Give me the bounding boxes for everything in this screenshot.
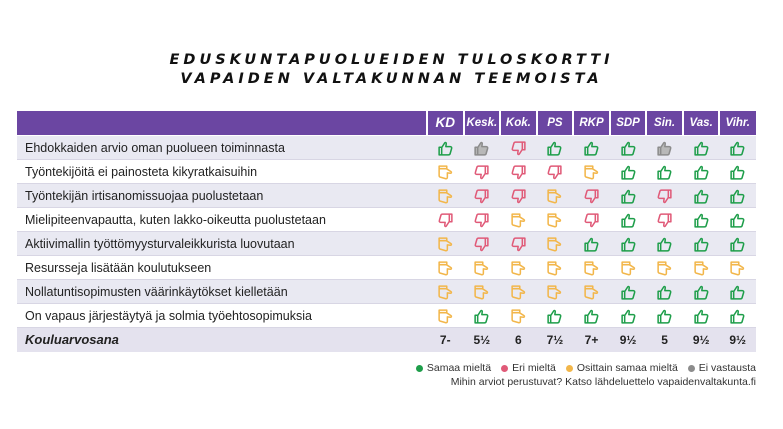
agree-thumb-icon bbox=[729, 284, 746, 301]
agree-thumb-icon bbox=[583, 236, 600, 253]
rating-cell bbox=[684, 256, 718, 280]
legend-label: Eri mieltä bbox=[512, 362, 556, 374]
agree-thumb-icon bbox=[656, 284, 673, 301]
table-row bbox=[17, 256, 756, 280]
table-row bbox=[17, 208, 756, 232]
rating-cell bbox=[538, 136, 572, 160]
row-label: Työntekijöitä ei painosteta kikyratkaisuihin bbox=[25, 165, 258, 179]
grade-value: 7- bbox=[439, 333, 451, 347]
agree-thumb-icon bbox=[546, 308, 563, 325]
partial-thumb-icon bbox=[546, 236, 563, 253]
agree-thumb-icon bbox=[620, 212, 637, 229]
agree-thumb-icon bbox=[620, 308, 637, 325]
legend-dot-icon bbox=[416, 365, 423, 372]
agree-thumb-icon bbox=[729, 140, 746, 157]
party-header: Vihr. bbox=[725, 117, 750, 129]
grade-cell bbox=[684, 328, 718, 352]
rating-cell bbox=[575, 256, 609, 280]
rating-cell bbox=[575, 208, 609, 232]
agree-thumb-icon bbox=[693, 212, 710, 229]
grade-value: 5½ bbox=[473, 333, 491, 347]
rating-cell bbox=[721, 280, 755, 304]
partial-thumb-icon bbox=[546, 284, 563, 301]
agree-thumb-icon bbox=[693, 164, 710, 181]
partial-thumb-icon bbox=[546, 212, 563, 229]
partial-thumb-icon bbox=[583, 164, 600, 181]
agree-thumb-icon bbox=[729, 188, 746, 205]
rating-cell bbox=[428, 304, 462, 328]
disagree-thumb-icon bbox=[656, 212, 673, 229]
party-header: SDP bbox=[616, 117, 640, 129]
partial-thumb-icon bbox=[620, 260, 637, 277]
rating-cell bbox=[428, 208, 462, 232]
partial-thumb-icon bbox=[510, 212, 527, 229]
partial-thumb-icon bbox=[473, 284, 490, 301]
agree-thumb-icon bbox=[620, 284, 637, 301]
disagree-thumb-icon bbox=[583, 188, 600, 205]
grade-cell bbox=[611, 328, 645, 352]
party-header: Kok. bbox=[505, 117, 531, 129]
agree-thumb-icon bbox=[729, 236, 746, 253]
disagree-thumb-icon bbox=[437, 212, 454, 229]
rating-cell bbox=[575, 136, 609, 160]
rating-cell bbox=[538, 208, 572, 232]
grade-cell bbox=[648, 328, 682, 352]
rating-cell bbox=[611, 208, 645, 232]
partial-thumb-icon bbox=[437, 236, 454, 253]
rating-cell bbox=[538, 256, 572, 280]
grade-cell bbox=[465, 328, 499, 352]
rating-cell bbox=[465, 208, 499, 232]
none-thumb-icon bbox=[656, 140, 673, 157]
rating-cell bbox=[428, 280, 462, 304]
party-header: RKP bbox=[579, 117, 604, 129]
rating-cell bbox=[721, 208, 755, 232]
disagree-thumb-icon bbox=[510, 236, 527, 253]
rating-cell bbox=[428, 160, 462, 184]
disagree-thumb-icon bbox=[583, 212, 600, 229]
row-label: Mielipiteenvapautta, kuten lakko-oikeutta puolustetaan bbox=[25, 213, 326, 227]
agree-thumb-icon bbox=[729, 308, 746, 325]
agree-thumb-icon bbox=[656, 236, 673, 253]
partial-thumb-icon bbox=[473, 260, 490, 277]
partial-thumb-icon bbox=[437, 188, 454, 205]
row-label: On vapaus järjestäytyä ja solmia työehtosopimuksia bbox=[25, 309, 312, 323]
rating-cell bbox=[684, 280, 718, 304]
rating-cell bbox=[684, 208, 718, 232]
grade-value: 6 bbox=[515, 333, 522, 347]
partial-thumb-icon bbox=[583, 284, 600, 301]
rating-cell bbox=[538, 280, 572, 304]
rating-cell bbox=[465, 160, 499, 184]
partial-thumb-icon bbox=[583, 260, 600, 277]
rating-cell bbox=[684, 304, 718, 328]
party-header: Kesk. bbox=[466, 117, 498, 129]
row-label: Nollatuntisopimusten väärinkäytökset kielletään bbox=[25, 285, 288, 299]
partial-thumb-icon bbox=[437, 260, 454, 277]
grade-cell bbox=[721, 328, 755, 352]
agree-thumb-icon bbox=[693, 308, 710, 325]
grade-cell bbox=[501, 328, 535, 352]
legend-item bbox=[688, 362, 756, 374]
rating-cell bbox=[611, 256, 645, 280]
rating-cell bbox=[428, 256, 462, 280]
rating-cell bbox=[501, 184, 535, 208]
rating-cell bbox=[684, 184, 718, 208]
rating-cell bbox=[648, 160, 682, 184]
grade-value: 9½ bbox=[692, 333, 710, 347]
partial-thumb-icon bbox=[510, 308, 527, 325]
legend-dot-icon bbox=[688, 365, 695, 372]
grade-value: 7+ bbox=[584, 333, 599, 347]
rating-cell bbox=[648, 232, 682, 256]
rating-cell bbox=[721, 160, 755, 184]
partial-thumb-icon bbox=[437, 164, 454, 181]
row-label: Työntekijän irtisanomissuojaa puolustetaan bbox=[25, 189, 264, 203]
legend-item bbox=[416, 362, 491, 374]
agree-thumb-icon bbox=[693, 236, 710, 253]
grade-value: 9½ bbox=[619, 333, 637, 347]
table-row bbox=[17, 184, 756, 208]
agree-thumb-icon bbox=[473, 308, 490, 325]
partial-thumb-icon bbox=[437, 308, 454, 325]
rating-cell bbox=[721, 184, 755, 208]
party-header: PS bbox=[547, 117, 563, 129]
partial-thumb-icon bbox=[729, 260, 746, 277]
disagree-thumb-icon bbox=[656, 188, 673, 205]
legend-item bbox=[501, 362, 556, 374]
grade-value: 7½ bbox=[546, 333, 564, 347]
agree-thumb-icon bbox=[620, 164, 637, 181]
rating-cell bbox=[465, 280, 499, 304]
disagree-thumb-icon bbox=[510, 188, 527, 205]
rating-cell bbox=[428, 136, 462, 160]
party-header: KD bbox=[435, 115, 456, 130]
agree-thumb-icon bbox=[620, 140, 637, 157]
rating-cell bbox=[575, 280, 609, 304]
disagree-thumb-icon bbox=[510, 164, 527, 181]
rating-cell bbox=[501, 208, 535, 232]
legend-label: Osittain samaa mieltä bbox=[576, 362, 678, 374]
rating-cell bbox=[611, 184, 645, 208]
disagree-thumb-icon bbox=[510, 140, 527, 157]
rating-cell bbox=[538, 304, 572, 328]
agree-thumb-icon bbox=[437, 140, 454, 157]
table-header bbox=[17, 111, 756, 135]
rating-cell bbox=[684, 136, 718, 160]
rating-cell bbox=[684, 232, 718, 256]
rating-cell bbox=[501, 304, 535, 328]
rating-cell bbox=[501, 256, 535, 280]
grade-row bbox=[17, 328, 756, 352]
rating-cell bbox=[465, 136, 499, 160]
legend-label: Samaa mieltä bbox=[426, 362, 492, 374]
source-note: Mihin arviot perustuvat? Katso lähdeluettelo vapaidenvaltakunta.fi bbox=[450, 376, 756, 388]
rating-cell bbox=[721, 136, 755, 160]
rating-cell bbox=[501, 160, 535, 184]
disagree-thumb-icon bbox=[546, 164, 563, 181]
agree-thumb-icon bbox=[546, 140, 563, 157]
partial-thumb-icon bbox=[510, 284, 527, 301]
rating-cell bbox=[538, 184, 572, 208]
rating-cell bbox=[611, 136, 645, 160]
disagree-thumb-icon bbox=[473, 164, 490, 181]
rating-cell bbox=[538, 232, 572, 256]
agree-thumb-icon bbox=[656, 164, 673, 181]
rating-cell bbox=[465, 304, 499, 328]
agree-thumb-icon bbox=[693, 140, 710, 157]
partial-thumb-icon bbox=[510, 260, 527, 277]
rating-cell bbox=[575, 232, 609, 256]
legend-item bbox=[566, 362, 678, 374]
rating-cell bbox=[465, 232, 499, 256]
rating-cell bbox=[501, 136, 535, 160]
rating-cell bbox=[721, 256, 755, 280]
legend bbox=[416, 362, 756, 374]
rating-cell bbox=[611, 232, 645, 256]
agree-thumb-icon bbox=[729, 212, 746, 229]
rating-cell bbox=[428, 184, 462, 208]
agree-thumb-icon bbox=[620, 236, 637, 253]
grade-value: 9½ bbox=[729, 333, 747, 347]
partial-thumb-icon bbox=[546, 260, 563, 277]
row-label: Resursseja lisätään koulutukseen bbox=[25, 261, 212, 275]
rating-cell bbox=[428, 232, 462, 256]
disagree-thumb-icon bbox=[473, 236, 490, 253]
rating-cell bbox=[465, 256, 499, 280]
rating-cell bbox=[501, 280, 535, 304]
grade-cell bbox=[538, 328, 572, 352]
rating-cell bbox=[721, 232, 755, 256]
rating-cell bbox=[501, 232, 535, 256]
grade-value: 5 bbox=[661, 333, 668, 347]
rating-cell bbox=[721, 304, 755, 328]
rating-cell bbox=[611, 280, 645, 304]
rating-cell bbox=[648, 256, 682, 280]
partial-thumb-icon bbox=[437, 284, 454, 301]
table-row bbox=[17, 136, 756, 160]
rating-cell bbox=[465, 184, 499, 208]
partial-thumb-icon bbox=[656, 260, 673, 277]
rating-cell bbox=[611, 304, 645, 328]
legend-label: Ei vastausta bbox=[698, 362, 756, 374]
disagree-thumb-icon bbox=[473, 188, 490, 205]
table-row bbox=[17, 160, 756, 184]
table-row bbox=[17, 304, 756, 328]
party-header: Vas. bbox=[689, 117, 713, 129]
rating-cell bbox=[648, 280, 682, 304]
agree-thumb-icon bbox=[620, 188, 637, 205]
agree-thumb-icon bbox=[693, 284, 710, 301]
chart-title-line-1: EDUSKUNTAPUOLUEIDEN TULOSKORTTI bbox=[169, 52, 614, 68]
rating-cell bbox=[538, 160, 572, 184]
rating-cell bbox=[684, 160, 718, 184]
none-thumb-icon bbox=[473, 140, 490, 157]
grade-label: Kouluarvosana bbox=[25, 332, 119, 347]
row-label: Ehdokkaiden arvio oman puolueen toiminnasta bbox=[25, 141, 285, 155]
rating-cell bbox=[648, 184, 682, 208]
rating-cell bbox=[575, 184, 609, 208]
rating-cell bbox=[648, 304, 682, 328]
party-header: Sin. bbox=[654, 117, 676, 129]
partial-thumb-icon bbox=[546, 188, 563, 205]
grade-cell bbox=[428, 328, 462, 352]
rating-cell bbox=[648, 136, 682, 160]
legend-dot-icon bbox=[501, 365, 508, 372]
row-label: Aktiivimallin työttömyysturvaleikkurista luovutaan bbox=[25, 237, 295, 251]
agree-thumb-icon bbox=[729, 164, 746, 181]
legend-dot-icon bbox=[566, 365, 573, 372]
disagree-thumb-icon bbox=[473, 212, 490, 229]
rating-cell bbox=[575, 160, 609, 184]
table-row bbox=[17, 232, 756, 256]
chart-title-line-2: VAPAIDEN VALTAKUNNAN TEEMOISTA bbox=[180, 71, 603, 87]
rating-cell bbox=[611, 160, 645, 184]
agree-thumb-icon bbox=[693, 188, 710, 205]
partial-thumb-icon bbox=[693, 260, 710, 277]
agree-thumb-icon bbox=[583, 308, 600, 325]
rating-cell bbox=[575, 304, 609, 328]
rating-cell bbox=[648, 208, 682, 232]
grade-cell bbox=[575, 328, 609, 352]
table-row bbox=[17, 280, 756, 304]
agree-thumb-icon bbox=[656, 308, 673, 325]
agree-thumb-icon bbox=[583, 140, 600, 157]
